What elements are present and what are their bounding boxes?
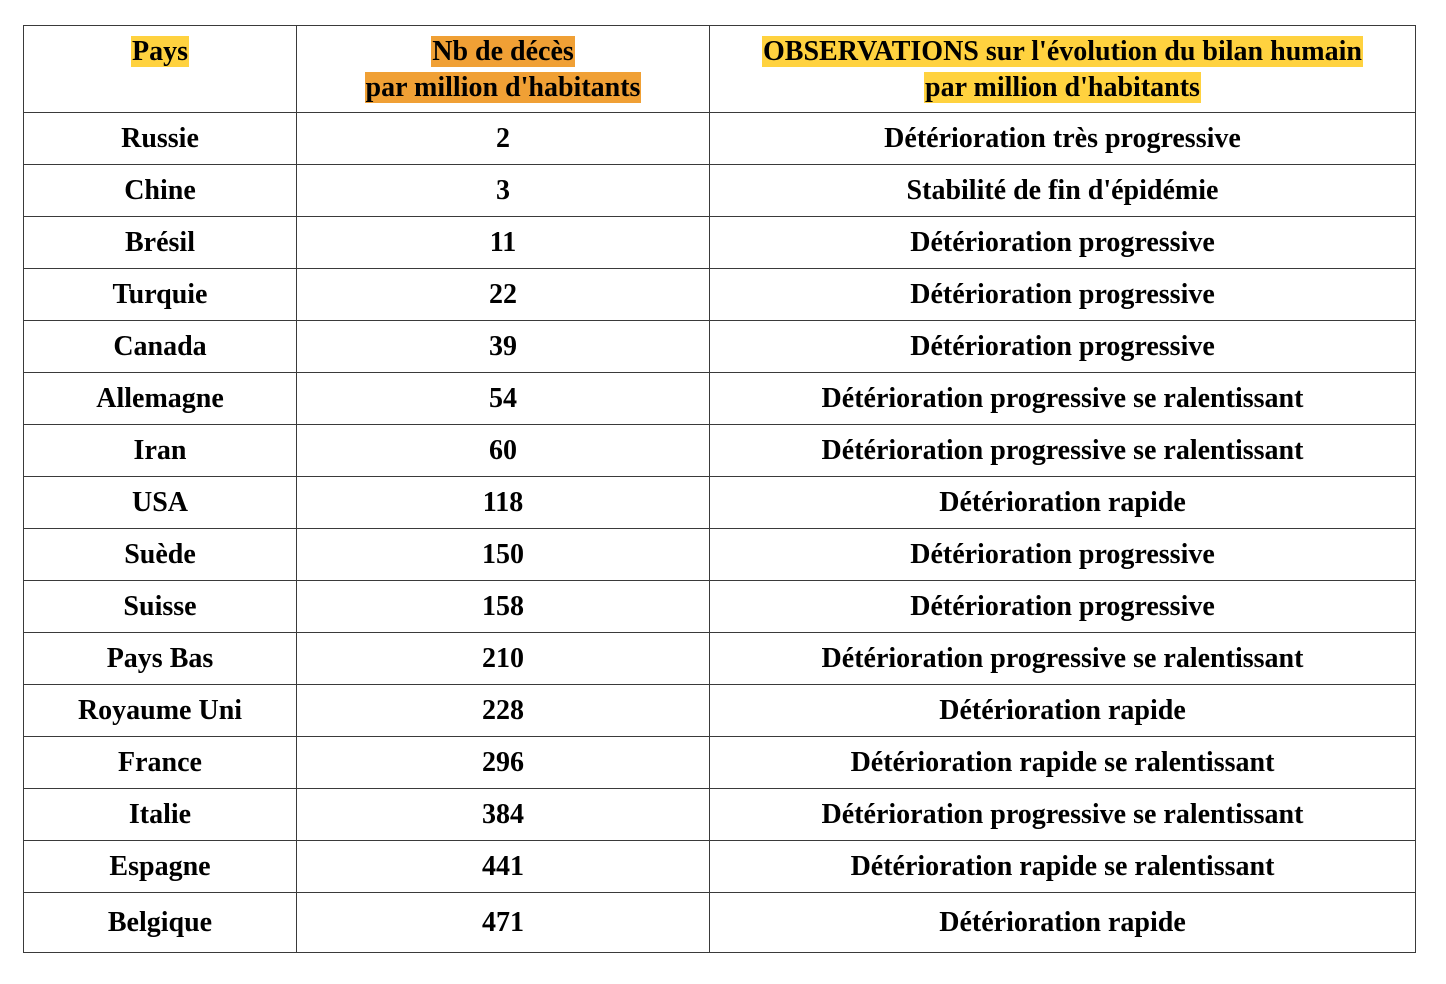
observation-cell: Détérioration rapide: [710, 477, 1416, 529]
deaths-cell: 54: [297, 373, 710, 425]
country-cell: Pays Bas: [24, 633, 297, 685]
header-observations-line1: OBSERVATIONS sur l'évolution du bilan humain: [763, 36, 1362, 67]
table-row: [24, 529, 1416, 581]
country-cell: Espagne: [24, 841, 297, 893]
observation-cell: Détérioration progressive: [710, 529, 1416, 581]
country-cell: Suède: [24, 529, 297, 581]
table-row: [24, 477, 1416, 529]
observation-cell: Détérioration progressive: [710, 581, 1416, 633]
table-body: [24, 113, 1416, 953]
deaths-cell: 60: [297, 425, 710, 477]
table-row: [24, 789, 1416, 841]
observation-cell: Détérioration rapide: [710, 685, 1416, 737]
country-cell: Royaume Uni: [24, 685, 297, 737]
deaths-cell: 210: [297, 633, 710, 685]
deaths-cell: 150: [297, 529, 710, 581]
country-cell: Italie: [24, 789, 297, 841]
observation-cell: Détérioration rapide se ralentissant: [710, 737, 1416, 789]
country-cell: Allemagne: [24, 373, 297, 425]
deaths-cell: 2: [297, 113, 710, 165]
observation-cell: Détérioration progressive se ralentissant: [710, 633, 1416, 685]
table-row: [24, 113, 1416, 165]
country-cell: Turquie: [24, 269, 297, 321]
deaths-cell: 296: [297, 737, 710, 789]
table-header-row: [24, 26, 1416, 113]
header-observations-line2: par million d'habitants: [925, 72, 1200, 103]
deaths-cell: 228: [297, 685, 710, 737]
observation-cell: Détérioration progressive: [710, 321, 1416, 373]
deaths-cell: 39: [297, 321, 710, 373]
deaths-table: [23, 25, 1416, 953]
table-row: [24, 581, 1416, 633]
table-row: [24, 737, 1416, 789]
observation-cell: Détérioration progressive: [710, 217, 1416, 269]
table-row: [24, 373, 1416, 425]
country-cell: Belgique: [24, 893, 297, 953]
deaths-cell: 11: [297, 217, 710, 269]
table-row: [24, 425, 1416, 477]
country-cell: Suisse: [24, 581, 297, 633]
deaths-cell: 384: [297, 789, 710, 841]
observation-cell: Détérioration progressive se ralentissant: [710, 789, 1416, 841]
header-country-label: Pays: [132, 36, 188, 67]
country-cell: Russie: [24, 113, 297, 165]
deaths-cell: 441: [297, 841, 710, 893]
deaths-cell: 118: [297, 477, 710, 529]
table-row: [24, 633, 1416, 685]
country-cell: Canada: [24, 321, 297, 373]
country-cell: Chine: [24, 165, 297, 217]
table-row: [24, 841, 1416, 893]
header-deaths-line2: par million d'habitants: [365, 72, 641, 103]
observation-cell: Détérioration rapide: [710, 893, 1416, 953]
table-row: [24, 685, 1416, 737]
deaths-cell: 471: [297, 893, 710, 953]
observation-cell: Détérioration progressive se ralentissant: [710, 425, 1416, 477]
deaths-cell: 158: [297, 581, 710, 633]
country-cell: Brésil: [24, 217, 297, 269]
observation-cell: Stabilité de fin d'épidémie: [710, 165, 1416, 217]
table-row: [24, 893, 1416, 953]
table-row: [24, 217, 1416, 269]
header-country: [24, 26, 297, 113]
header-deaths: [297, 26, 710, 113]
observation-cell: Détérioration progressive: [710, 269, 1416, 321]
observation-cell: Détérioration rapide se ralentissant: [710, 841, 1416, 893]
table-row: [24, 269, 1416, 321]
header-observations: [710, 26, 1416, 113]
deaths-cell: 22: [297, 269, 710, 321]
deaths-cell: 3: [297, 165, 710, 217]
observation-cell: Détérioration progressive se ralentissant: [710, 373, 1416, 425]
country-cell: France: [24, 737, 297, 789]
country-cell: Iran: [24, 425, 297, 477]
table-row: [24, 165, 1416, 217]
observation-cell: Détérioration très progressive: [710, 113, 1416, 165]
table-row: [24, 321, 1416, 373]
country-cell: USA: [24, 477, 297, 529]
header-deaths-line1: Nb de décès: [432, 36, 574, 67]
